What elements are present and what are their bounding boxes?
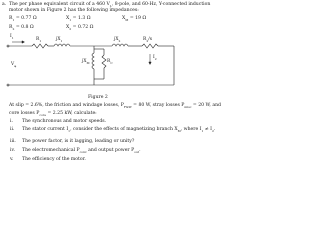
item-5-text: The efficiency of the motor. [22, 157, 86, 162]
item-4-text: The electromechanical $P_{conv}$ and output power $P_{out}$. [22, 148, 141, 154]
item-1-number: i. [10, 119, 13, 124]
param-xm: $X_M = 19$ Ω [122, 16, 147, 22]
item-2-number: ii. [10, 127, 15, 132]
item-1-text: The synchronous and motor speeds. [22, 119, 107, 124]
item-5-number: v. [10, 157, 14, 162]
item-4-number: iv. [10, 148, 15, 153]
label-rc: $R_C$ [107, 59, 113, 65]
question-intro-line-1: The per phase equivalent circuit of a 460 $V_L$, 8-pole, and 60-Hz, Y-connected induction [9, 2, 211, 8]
label-i1: $I_1$ [10, 34, 14, 40]
param-x2: $X_2 = 0.72$ Ω [66, 25, 94, 31]
question-intro-line-2: motor shown in Figure 2 has the following impedances: [9, 8, 139, 13]
conditions-line-2: core losses $P_{core} = 2.25$ kW, calculate: [9, 111, 97, 117]
label-r2-over-s: $R_2/s$ [143, 37, 152, 43]
param-x1: $X_1 = 1.3$ Ω [66, 16, 91, 22]
item-3-text: The power factor, is it lagging, leading or unity? [22, 139, 135, 144]
param-r2: $R_2 = 0.8$ Ω [9, 25, 34, 31]
param-r1: $R_1 = 0.77$ Ω [9, 16, 37, 22]
label-jx2: $jX_2$ [114, 37, 121, 43]
conditions-line-1: At slip = 2.6%, the friction and windage losses, $P_{F\&W} = 80$ W, stray losses $P_{misc} = 20$ W, and [9, 103, 221, 109]
equivalent-circuit-schematic [2, 35, 198, 93]
figure-caption: Figure 2 [88, 95, 108, 100]
label-vphi: $V_\varphi$ [11, 62, 17, 68]
item-2-text: The stator current $I_1$, consider the effects of magnetizing branch $X_M$, where $I_1 \ne I_2$. [22, 127, 216, 133]
equivalent-circuit-figure [2, 35, 198, 93]
label-jxm: $jX_M$ [82, 59, 90, 65]
question-part-label: a. [2, 2, 7, 7]
label-i2: $I_2$ [153, 55, 157, 61]
item-3-number: iii. [10, 139, 16, 144]
label-jx1: $jX_1$ [56, 37, 63, 43]
label-r1: $R_1$ [36, 37, 42, 43]
